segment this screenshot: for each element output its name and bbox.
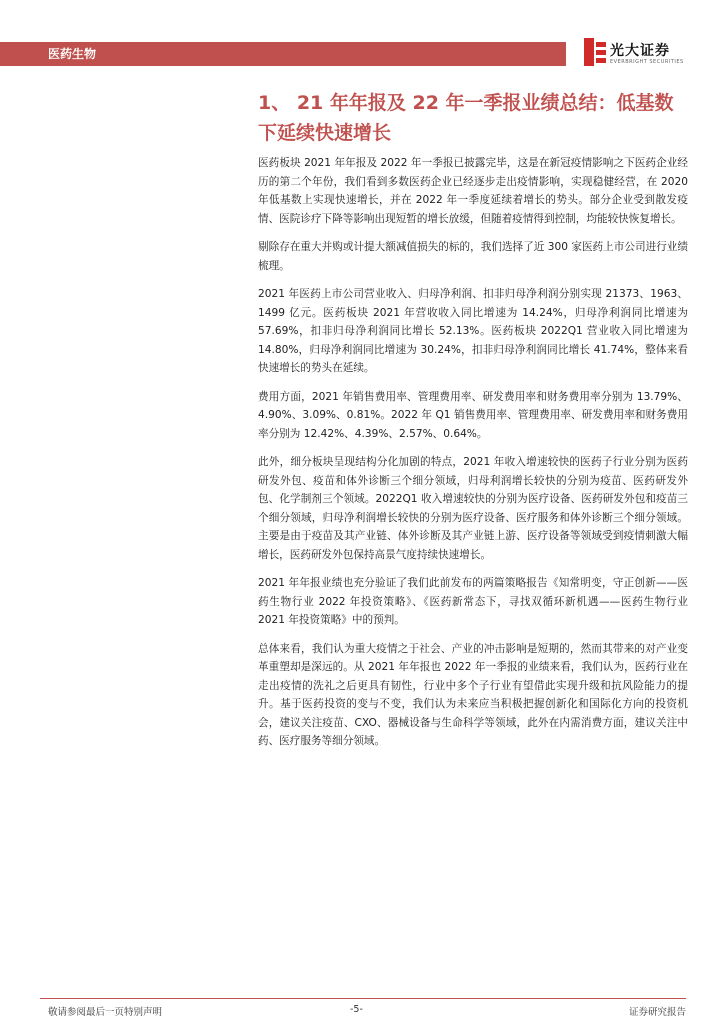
body-content [258,154,688,761]
paragraph: 剔除存在重大并购或计提大额减值损失的标的，我们选择了近 300 家医药上市公司进行业绩梳理。 [258,241,688,272]
paragraph: 2021 年医药上市公司营业收入、归母净利润、扣非归母净利润分别实现 21373、1963、1499 亿元。医药板块 2021 年营收收入同比增速为 14.24%，归母净利润同比增速为 57.69%，扣非归母净利润同比增长 52.13%。医药板块 2022Q1 营业收入同比增速为 14.80%，归母净利润同比增速为 30.24%，扣非归母净利润同比增长 41.74%，整体来看快速增长的势头在延续。 [258,288,688,374]
footer-divider [40,998,686,999]
paragraph: 2021 年年报业绩也充分验证了我们此前发布的两篇策略报告《知常明变，守正创新——医药生物行业 2022 年投资策略》、《医药新常态下，寻找双循环新机遇——医药生物行业 2021 年投资策略》中的预判。 [258,577,688,626]
paragraph: 总体来看，我们认为重大疫情之于社会、产业的冲击影响是短期的，然而其带来的对产业变革重塑却是深远的。从 2021 年年报也 2022 年一季报的业绩来看，我们认为，医药行业在走出疫情的洗礼之后更具有韧性，行业中多个子行业有望借此实现升级和抗风险能力的提升。基于医药投资的变与不变，我们认为未来应当积极把握创新化和国际化方向的投资机会，建议关注疫苗、CXO、器械设备与生命科学等领域，此外在内需消费方面，建议关注中药、医疗服务等细分领域。 [258,642,688,747]
logo-name: 光大证券 [610,43,670,59]
logo-mark-icon [584,38,606,66]
footer-disclaimer: 敬请参阅最后一页特别声明 [48,1007,163,1018]
company-logo [584,34,684,70]
paragraph: 医药板块 2021 年年报及 2022 年一季报已披露完毕，这是在新冠疫情影响之下医药企业经历的第二个年份，我们看到多数医药企业已经逐步走出疫情影响，实现稳健经营，在 2020 年低基数上实现快速增长，并在 2022 年一季度延续着增长的势头。部分企业受到散发疫情、医院诊疗下降等影响出现短暂的增长放缓，但随着疫情得到控制，均能较快恢复增长。 [258,157,688,225]
section-title: 1、 21 年年报及 22 年一季报业绩总结：低基数下延续快速增长 [258,92,674,144]
page-number: -5- [350,1004,363,1015]
section-label: 医药生物 [48,47,97,61]
footer-doc-type: 证券研究报告 [628,1007,686,1018]
paragraph: 费用方面，2021 年销售费用率、管理费用率、研发费用率和财务费用率分别为 13.79%、4.90%、3.09%、0.81%。2022 年 Q1 销售费用率、管理费用率、研发费用率和财务费用率分别为 12.42%、4.39%、2.57%、0.64%。 [258,390,688,440]
paragraph: 此外，细分板块呈现结构分化加剧的特点，2021 年收入增速较快的医药子行业分别为医药研发外包、疫苗和体外诊断三个细分领域，归母利润增长较快的分别为疫苗、医药研发外包、化学制剂三个领域。2022Q1 收入增速较快的分别为医疗设备、医药研发外包和疫苗三个细分领域，归母净利润增长较快的分别为医疗设备、医疗服务和体外诊断三个细分领域。主要是由于疫苗及其产业链、体外诊断及其产业链上游、医疗设备等领域受到疫情刺激大幅增长，医药研发外包保持高景气度持续快速增长。 [258,456,688,561]
logo-subtitle: EVERBRIGHT SECURITIES [610,59,684,65]
